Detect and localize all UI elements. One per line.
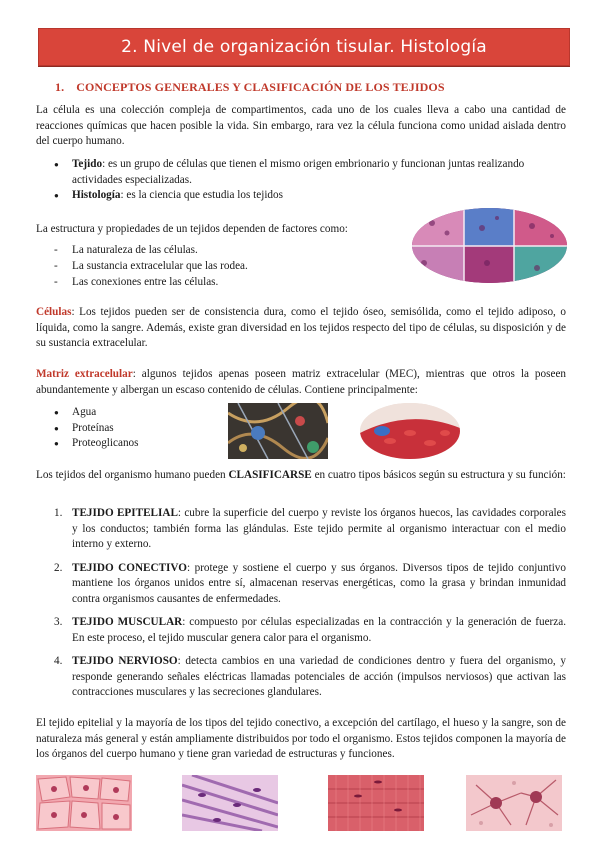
factors-list xyxy=(36,242,416,290)
muscle-tissue-image xyxy=(328,775,424,831)
nervous-tissue-image xyxy=(466,775,562,831)
matrix-paragraph: Matriz extracelular: algunos tejidos apenas poseen matriz extracelular (MEC), mientras que otros la poseen abundantemente y albergan un escaso contenido de células. Contiene principalmente: xyxy=(36,368,566,396)
blood-tissue-image xyxy=(360,403,460,459)
extracellular-matrix-image xyxy=(228,403,328,459)
list-item: - La naturaleza de las células. xyxy=(36,242,416,258)
section-title: 1. CONCEPTOS GENERALES Y CLASIFICACIÓN DE LOS TEJIDOS xyxy=(55,80,445,94)
list-item: 3. TEJIDO MUSCULAR: compuesto por células especializadas en la contracción y la generación de fuerza. En este proceso, el tejido muscular genera calor para el organismo. xyxy=(54,616,566,644)
closing-paragraph: El tejido epitelial y la mayoría de los tipos del tejido conectivo, a excepción del cartílago, el hueso y la sangre, son de naturaleza más general y están ampliamente distribuidos por todo el organismo. Estos tejidos componen la mayoría de los órganos del cuerpo humano y tiene gran variedad de estructuras y funciones. xyxy=(36,717,566,760)
banner-title: 2. Nivel de organización tisular. Histología xyxy=(121,37,487,57)
list-item: ● Agua xyxy=(36,405,216,421)
connective-tissue-image xyxy=(182,775,278,831)
list-item: ● Proteínas xyxy=(36,421,216,437)
page-banner xyxy=(38,28,570,66)
list-item: - Las conexiones entre las células. xyxy=(36,274,416,290)
list-item: ● Proteoglicanos xyxy=(36,436,216,452)
list-item: 1. TEJIDO EPITELIAL: cubre la superficie del cuerpo y reviste los órganos huecos, las cavidades corporales y los conductos; también forma las glándulas. Este tejido permite al organismo interactuar con el medio interno y externo. xyxy=(54,507,566,550)
intro-paragraph: La célula es una colección compleja de compartimentos, cada uno de los cuales lleva a cabo una cantidad de reacciones químicas que hacen posible la vida. Sin embargo, rara vez la célula funciona como unidad aislada dentro del cuerpo humano. xyxy=(36,104,566,147)
definitions-list xyxy=(36,157,566,204)
tissue-collage-image xyxy=(412,208,567,283)
epithelial-tissue-image xyxy=(36,775,132,831)
list-item: 4. TEJIDO NERVIOSO: detecta cambios en una variedad de condiciones dentro y fuera del organismo, y responde generando señales eléctricas llamadas potenciales de acción (impulsos nerviosos) que activan las contracciones musculares y las secreciones glandulares. xyxy=(54,655,566,698)
list-item: ● Histología: es la ciencia que estudia los tejidos xyxy=(36,188,566,204)
factors-intro: La estructura y propiedades de un tejidos dependen de factores como: xyxy=(36,223,348,235)
list-item: ● Tejido: es un grupo de células que tienen el mismo origen embrionario y funcionan juntas realizando actividades especializadas. xyxy=(36,157,566,188)
list-item: - La sustancia extracelular que las rodea. xyxy=(36,258,416,274)
cells-paragraph: Células: Los tejidos pueden ser de consistencia dura, como el tejido óseo, semisólida, como el tejido adiposo, o líquida, como la sangre. Además, existe gran diversidad en los tejidos respecto del tipo de células, su disposición y de su sustancia extracelular. xyxy=(36,306,566,349)
matrix-list xyxy=(36,405,216,452)
tissue-types-list xyxy=(36,506,566,709)
classify-paragraph: Los tejidos del organismo humano pueden CLASIFICARSE en cuatro tipos básicos según su estructura y su función: xyxy=(36,469,566,481)
list-item: 2. TEJIDO CONECTIVO: protege y sostiene el cuerpo y sus órganos. Diversos tipos de tejido conjuntivo mantiene los órganos unidos entre sí, almacenan reservas energéticas, como la grasa y brindan inmunidad contra organismos causantes de enfermedades. xyxy=(54,561,566,605)
